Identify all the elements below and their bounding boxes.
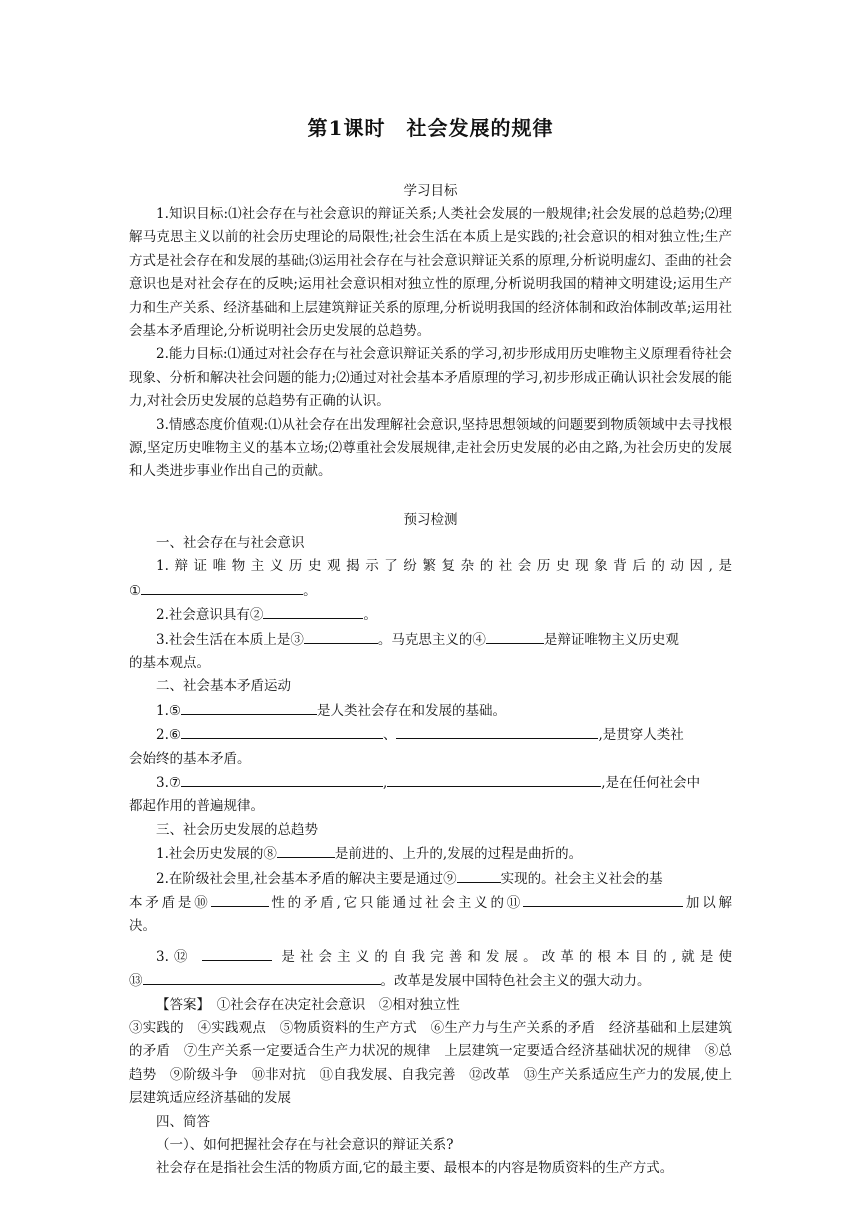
preview-heading: 预习检测 — [403, 511, 458, 528]
question-3-1: 1.社会历史发展的⑧ 是前进的、上升的,发展的过程是曲折的。 — [129, 842, 732, 866]
section-4-heading: 四、简答 — [156, 1113, 210, 1130]
blank-6b — [396, 723, 598, 739]
blank-5 — [181, 699, 317, 715]
document-page — [129, 112, 732, 1181]
section-3-heading: 三、社会历史发展的总趋势 — [156, 821, 318, 838]
question-1-3-cont: 的基本观点。 — [129, 654, 210, 671]
question-1-2: 2.社会意识具有② 。 — [129, 603, 732, 627]
goals-heading: 学习目标 — [403, 183, 458, 199]
blank-12 — [202, 945, 272, 961]
question-1-1-line2: ① 。 — [129, 579, 732, 603]
question-3-2-line3: 决。 — [129, 918, 156, 935]
section-2-heading: 二、社会基本矛盾运动 — [156, 678, 291, 695]
question-3-3: 3.⑫ 是社会主义的自我完善和发展。改革的根本目的,就是使 — [129, 945, 732, 969]
blank-4 — [486, 628, 544, 644]
question-2-2: 2.⑥ 、 ,是贯穿人类社 — [129, 723, 732, 747]
blank-10 — [211, 891, 269, 907]
goal-knowledge: 1.知识目标:⑴社会存在与社会意识的辩证关系;人类社会发展的一般规律;社会发展的总趋势;⑵理解马克思主义以前的社会历史理论的局限性;社会生活在本质上是实践的;社会意识的相对独立性;生产方式是社会存在和发展的基础;⑶运用社会存在与社会意识辩证关系的原理,分析说明虚幻、歪曲的社会意识也是对社会存在的反映;运用社会意识相对独立性的原理,分析说明我国的精神文明建设;运用生产力和生产关系、经济基础和上层建筑辩证关系的原理,分析说明我国的经济体制和政治体制改革;运用社会基本矛盾理论,分析说明社会历史发展的总趋势。 — [129, 206, 732, 340]
blank-1 — [141, 579, 303, 595]
blank-7b — [387, 771, 601, 787]
blank-8 — [277, 842, 335, 858]
section-1-heading: 一、社会存在与社会意识 — [156, 534, 305, 551]
blank-6 — [181, 723, 383, 739]
question-1-3: 3.社会生活在本质上是③ 。马克思主义的④ 是辩证唯物主义历史观 — [129, 628, 732, 652]
question-2-3-cont: 都起作用的普遍规律。 — [129, 798, 264, 815]
blank-11 — [523, 891, 683, 907]
question-3-2-line2: 本矛盾是⑩ 性的矛盾,它只能通过社会主义的⑪ 加以解 — [129, 891, 732, 915]
blank-7 — [181, 771, 383, 787]
question-2-2-cont: 会始终的基本矛盾。 — [129, 750, 251, 767]
blank-13 — [143, 969, 381, 985]
question-1-1-line1: 1.辩证唯物主义历史观揭示了纷繁复杂的社会历史现象背后的动因,是 — [156, 558, 732, 575]
blank-2 — [263, 603, 363, 619]
blank-3 — [304, 628, 378, 644]
question-3-2: 2.在阶级社会里,社会基本矛盾的解决主要是通过⑨ 实现的。社会主义社会的基 — [129, 867, 732, 891]
short-question-1: （一）、如何把握社会存在与社会意识的辩证关系? — [156, 1137, 454, 1154]
goal-ability: 2.能力目标:⑴通过对社会存在与社会意识辩证关系的学习,初步形成用历史唯物主义原理看待社会现象、分析和解决社会问题的能力;⑵通过对社会基本矛盾原理的学习,初步形成正确认识社会发展的能力,对社会历史发展的总趋势有正确的认识。 — [129, 346, 732, 410]
blank-9 — [457, 867, 501, 883]
answer-text: ③实践的 ④实践观点 ⑤物质资料的生产方式 ⑥生产力与生产关系的矛盾 经济基础和上层建筑的矛盾 ⑦生产关系一定要适合生产力状况的规律 上层建筑一定要适合经济基础状况的规律 ⑧总趋势 ⑨阶级斗争 ⑩非对抗 ⑪自我发展、自我完善 ⑫改革 ⑬生产关系适应生产力的发展,使上层建筑适应经济基础的发展 — [129, 1020, 732, 1107]
answer-label: 【答案】 — [156, 996, 204, 1013]
goal-emotion: 3.情感态度价值观:⑴从社会存在出发理解社会意识,坚持思想领域的问题要到物质领域中去寻找根源,坚定历史唯物主义的基本立场;⑵尊重社会发展规律,走社会历史发展的必由之路,为社会历史的发展和人类进步事业作出自己的贡献。 — [129, 416, 732, 480]
page-title: 第1课时 社会发展的规律 — [307, 116, 554, 140]
short-answer-1: 社会存在是指社会生活的物质方面,它的最主要、最根本的内容是物质资料的生产方式。 — [156, 1160, 674, 1177]
answer-line1: 【答案】 ①社会存在决定社会意识 ②相对独立性 — [156, 996, 460, 1013]
question-2-3: 3.⑦ , ,是在任何社会中 — [129, 771, 732, 795]
question-3-3-line2: ⑬ 。改革是发展中国特色社会主义的强大动力。 — [129, 969, 732, 993]
question-2-1: 1.⑤ 是人类社会存在和发展的基础。 — [129, 699, 732, 723]
